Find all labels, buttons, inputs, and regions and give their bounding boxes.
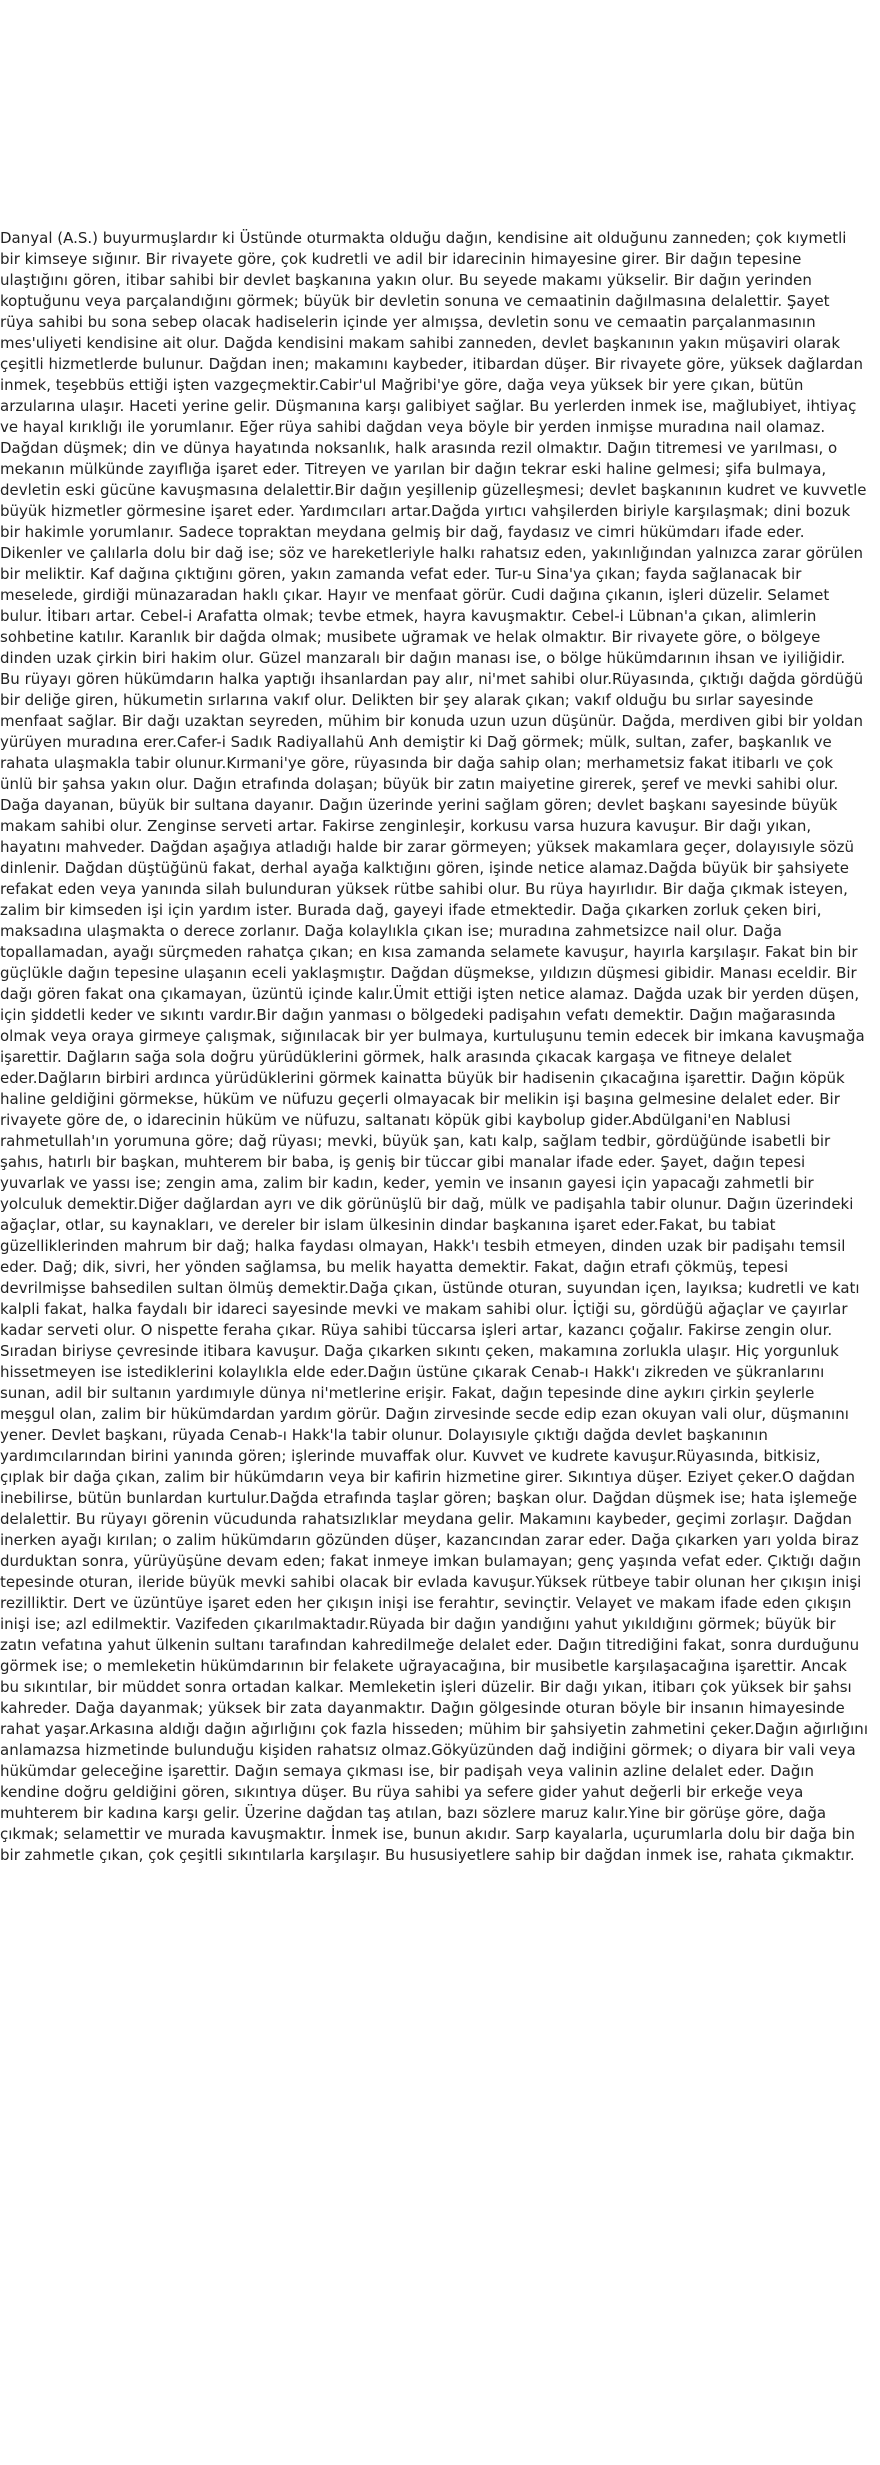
article-body-text: Danyal (A.S.) buyurmuşlardır ki Üstünde oturmakta olduğu dağın, kendisine ait olduğunu zanneden; çok kıymetli bir kimseye sığınır. Bir rivayete göre, çok kudretli ve adil bir idarecinin himayesine girer. Bir dağın tepesine ulaştığını gören, itibar sahibi bir devlet başkanına yakın olur. Bu seyede makamı yükselir. Bir dağın yerinden koptuğunu veya parçalandığını görmek; büyük bir devletin sonuna ve cemaatinin dağılmasına delalettir. Şayet rüya sahibi bu sona sebep olacak hadiselerin içinde yer almışsa, devletin sonu ve cemaatin parçalanmasının mes'uliyeti kendisine ait olur. Dağda kendisini makam sahibi zanneden, devlet başkanının yakın müşaviri olarak çeşitli hizmetlerde bulunur. Dağdan inen; makamını kaybeder, itibardan düşer. Bir rivayete göre, yüksek dağlardan inmek, teşebbüs ettiği işten vazgeçmektir.Cabir'ul Mağribi'ye göre, dağa veya yüksek bir yere çıkan, bütün arzularına ulaşır. Haceti yerine gelir. Düşmanına karşı galibiyet sağlar. Bu yerlerden inmek ise, mağlubiyet, ihtiyaç ve hayal kırıklığı ile yorumlanır. Eğer rüya sahibi dağdan veya böyle bir yerden inmişse muradına nail olamaz. Dağdan düşmek; din ve dünya hayatında noksanlık, halk arasında rezil olmaktır. Dağın titremesi ve yarılması, o mekanın mülkünde zayıflığa işaret eder. Titreyen ve yarılan bir dağın tekrar eski haline gelmesi; şifa bulmaya, devletin eski gücüne kavuşmasına delalettir.Bir dağın yeşillenip güzelleşmesi; devlet başkanının kudret ve kuvvetle büyük hizmetler görmesine işaret eder. Yardımcıları artar.Dağda yırtıcı vahşilerden biriyle karşılaşmak; dini bozuk bir hakimle yorumlanır. Sadece topraktan meydana gelmiş bir dağ, faydasız ve cimri hükümdarı ifade eder. Dikenler ve çalılarla dolu bir dağ ise; söz ve hareketleriyle halkı rahatsız eden, yakınlığından yalnızca zarar görülen bir meliktir. Kaf dağına çıktığını gören, yakın zamanda vefat eder. Tur-u Sina'ya çıkan; fayda sağlanacak bir meselede, girdiği münazaradan haklı çıkar. Hayır ve menfaat görür. Cudi dağına çıkanın, işleri düzelir. Selamet bulur. İtibarı artar. Cebel-i Arafatta olmak; tevbe etmek, hayra kavuşmaktır. Cebel-i Lübnan'a çıkan, alimlerin sohbetine katılır. Karanlık bir dağda olmak; musibete uğramak ve helak olmaktır. Bir rivayete göre, o bölgeye dinden uzak çirkin biri hakim olur. Güzel manzaralı bir dağın manası ise, o bölge hükümdarının ihsan ve iyiliğidir. Bu rüyayı gören hükümdarın halka yaptığı ihsanlardan pay alır, ni'met sahibi olur.Rüyasında, çıktığı dağda gördüğü bir deliğe giren, hükumetin sırlarına vakıf olur. Delikten bir şey alarak çıkan; vakıf olduğu bu sırlar sayesinde menfaat sağlar. Bir dağı uzaktan seyreden, mühim bir konuda uzun uzun düşünür. Dağda, merdiven gibi bir yoldan yürüyen muradına erer.Cafer-i Sadık Radiyallahü Anh demiştir ki Dağ görmek; mülk, sultan, zafer, başkanlık ve rahata ulaşmakla tabir olunur.Kırmani'ye göre, rüyasında bir dağa sahip olan; merhametsiz fakat itibarlı ve çok ünlü bir şahsa yakın olur. Dağın etrafında dolaşan; büyük bir zatın maiyetine girerek, şeref ve mevki sahibi olur. Dağa dayanan, büyük bir sultana dayanır. Dağın üzerinde yerini sağlam gören; devlet başkanı sayesinde büyük makam sahibi olur. Zenginse serveti artar. Fakirse zenginleşir, korkusu varsa huzura kavuşur. Bir dağı yıkan, hayatını mahveder. Dağdan aşağıya atladığı halde bir zarar görmeyen; yüksek makamlara geçer, dolayısıyle sözü dinlenir. Dağdan düştüğünü fakat, derhal ayağa kalktığını gören, işinde netice alamaz.Dağda büyük bir şahsiyete refakat eden veya yanında silah bulunduran yüksek rütbe sahibi olur. Bu rüya hayırlıdır. Bir dağa çıkmak isteyen, zalim bir kimseden işi için yardım ister. Burada dağ, gayeyi ifade etmektedir. Dağa çıkarken zorluk çeken biri, maksadına ulaşmakta o derece zorlanır. Dağa kolaylıkla çıkan ise; muradına zahmetsizce nail olur. Dağa topallamadan, ayağı sürçmeden rahatça çıkan; en kısa zamanda selamete kavuşur, hayırla karşılaşır. Fakat bin bir güçlükle dağın tepesine ulaşanın eceli yaklaşmıştır. Dağdan düşmekse, yıldızın düşmesi gibidir. Manası eceldir. Bir dağı gören fakat ona çıkamayan, üzüntü içinde kalır.Ümit ettiği işten netice alamaz. Dağda uzak bir yerden düşen, için şiddetli keder ve sıkıntı vardır.Bir dağın yanması o bölgedeki padişahın vefatı demektir. Dağın mağarasında olmak veya oraya girmeye çalışmak, sığınılacak bir yer bulmaya, kurtuluşunu temin edecek bir imkana kavuşmağa işarettir. Dağların sağa sola doğru yürüdüklerini görmek, halk arasında çıkacak kargaşa ve fitneye delalet eder.Dağların birbiri ardınca yürüdüklerini görmek kainatta büyük bir hadisenin çıkacağına işarettir. Dağın köpük haline geldiğini görmekse, hüküm ve nüfuzu geçerli olmayacak bir melikin işi başına gelmesine delalet eder. Bir rivayete göre de, o idarecinin hüküm ve nüfuzu, saltanatı köpük gibi kaybolup gider.Abdülgani'en Nablusi rahmetullah'ın yorumuna göre; dağ rüyası; mevki, büyük şan, katı kalp, sağlam tedbir, gördüğünde isabetli bir şahıs, hatırlı bir başkan, muhterem bir baba, iş geniş bir tüccar gibi manalar ifade eder. Şayet, dağın tepesi yuvarlak ve yassı ise; zengin ama, zalim bir kadın, keder, yemin ve insanın gayesi için yapacağı zahmetli bir yolculuk demektir.Diğer dağlardan ayrı ve dik görünüşlü bir dağ, mülk ve padişahla tabir olunur. Dağın üzerindeki ağaçlar, otlar, su kaynakları, ve dereler bir islam ülkesinin dindar başkanına işaret eder.Fakat, bu tabiat güzelliklerinden mahrum bir dağ; halka faydası olmayan, Hakk'ı tesbih etmeyen, dinden uzak bir padişahı temsil eder. Dağ; dik, sivri, her yönden sağlamsa, bu melik hayatta demektir. Fakat, dağın etrafı çökmüş, tepesi devrilmişse bahsedilen sultan ölmüş demektir.Dağa çıkan, üstünde oturan, suyundan içen, layıksa; kudretli ve katı kalpli fakat, halka faydalı bir idareci sayesinde mevki ve makam sahibi olur. İçtiği su, gördüğü ağaçlar ve çayırlar kadar serveti olur. O nispette feraha çıkar. Rüya sahibi tüccarsa işleri artar, kazancı çoğalır. Fakirse zengin olur. Sıradan biriyse çevresinde itibara kavuşur. Dağa çıkarken sıkıntı çeken, makamına zorlukla ulaşır. Hiç yorgunluk hissetmeyen ise istediklerini kolaylıkla elde eder.Dağın üstüne çıkarak Cenab-ı Hakk'ı zikreden ve şükranlarını sunan, adil bir sultanın yardımıyle dünya ni'metlerine erişir. Fakat, dağın tepesinde dine aykırı çirkin şeylerle meşgul olan, zalim bir hükümdardan yardım görür. Dağın zirvesinde secde edip ezan okuyan vali olur, düşmanını yener. Devlet başkanı, rüyada Cenab-ı Hakk'la tabir olunur. Dolayısıyle çıktığı dağda devlet başkanının yardımcılarından birini yanında gören; işlerinde muvaffak olur. Kuvvet ve kudrete kavuşur.Rüyasında, bitkisiz, çıplak bir dağa çıkan, zalim bir hükümdarın veya bir kafirin hizmetine girer. Sıkıntıya düşer. Eziyet çeker.O dağdan inebilirse, bütün bunlardan kurtulur.Dağda etrafında taşlar gören; başkan olur. Dağdan düşmek ise; hata işlemeğe delalettir. Bu rüyayı görenin vücudunda rahatsızlıklar meydana gelir. Makamını kaybeder, geçimi zorlaşır. Dağdan inerken ayağı kırılan; o zalim hükümdarın gözünden düşer, kazancından zarar eder. Dağa çıkarken yarı yolda biraz durduktan sonra, yürüyüşüne devam eden; fakat inmeye imkan bulamayan; genç yaşında vefat eder. Çıktığı dağın tepesinde oturan, ileride büyük mevki sahibi olacak bir evlada kavuşur.Yüksek rütbeye tabir olunan her çıkışın inişi rezilliktir. Dert ve üzüntüye işaret eden her çıkışın inişi ise ferahtır, sevinçtir. Velayet ve makam ifade eden çıkışın inişi ise; azl edilmektir. Vazifeden çıkarılmaktadır.Rüyada bir dağın yandığını yahut yıkıldığını görmek; büyük bir zatın vefatına yahut ülkenin sultanı tarafından kahredilmeğe delalet eder. Dağın titrediğini fakat, sonra durduğunu görmek ise; o memleketin hükümdarının bir felakete uğrayacağına, bir musibetle karşılaşacağına işarettir. Ancak bu sıkıntılar, bir müddet sonra ortadan kalkar. Memleketin işleri düzelir. Bir dağı yıkan, itibarı çok yüksek bir şahsı kahreder. Dağa dayanmak; yüksek bir zata dayanmaktır. Dağın gölgesinde oturan böyle bir insanın himayesinde rahat yaşar.Arkasına aldığı dağın ağırlığını çok fazla hisseden; mühim bir şahsiyetin zahmetini çeker.Dağın ağırlığını anlamazsa hizmetinde bulunduğu kişiden rahatsız olmaz.Gökyüzünden dağ indiğini görmek; o diyara bir vali veya hükümdar geleceğine işarettir. Dağın semaya çıkması ise, bir padişah veya valinin azline delalet eder. Dağın kendine doğru geldiğini gören, sıkıntıya düşer. Bu rüya sahibi ya sefere gider yahut değerli bir erkeğe veya muhterem bir kadına karşı gelir. Üzerine dağdan taş atılan, bazı sözlere maruz kalır.Yine bir görüşe göre, dağa çıkmak; selamettir ve murada kavuşmaktır. İnmek ise, bunun akıdır. Sarp kayalarla, uçurumlarla dolu bir dağa bin bir zahmetle çıkan, çok çeşitli sıkıntılarla karşılaşır. Bu hususiyetlere sahip bir dağdan inmek ise, rahata çıkmaktır. (0, 229, 868, 1864)
dream-interpretation-article (0, 228, 868, 1866)
